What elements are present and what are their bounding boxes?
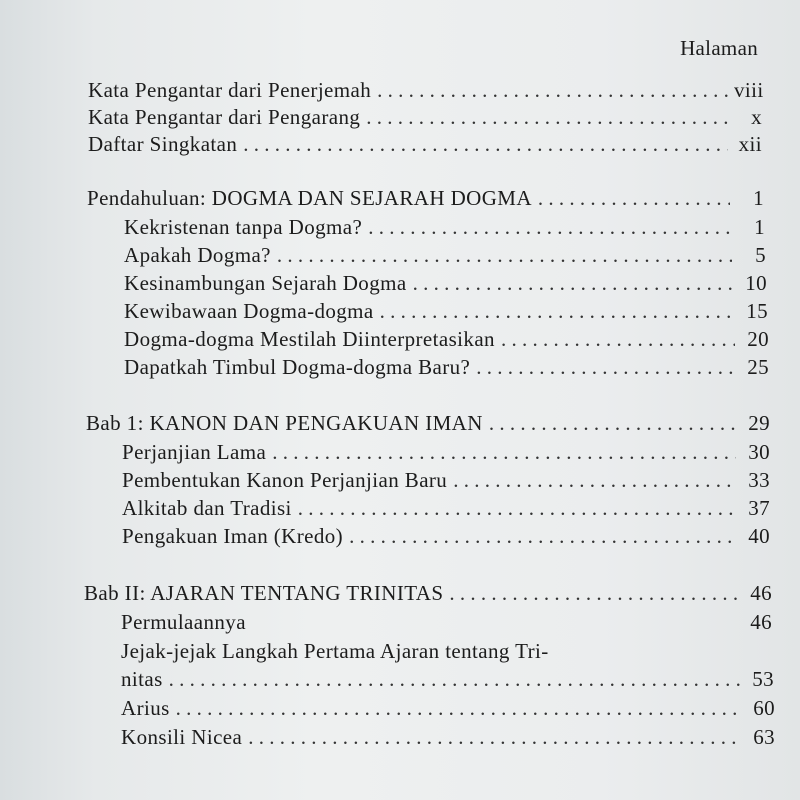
toc-entry-page: 30 (748, 440, 770, 464)
leader-dots (489, 410, 736, 436)
toc-entry (124, 354, 769, 380)
toc-entry-title: Apakah Dogma? (124, 243, 271, 267)
toc-section-title: Bab II: AJARAN TENTANG TRINITAS (84, 581, 444, 605)
toc-entry (88, 104, 762, 130)
toc-entry-title-line2: nitas (121, 667, 163, 691)
toc-section-page: 29 (748, 411, 770, 435)
toc-entry (88, 131, 762, 157)
toc-entry-page: 60 (753, 696, 775, 720)
toc-entry-page: 25 (747, 355, 769, 379)
toc-entry-page: 20 (747, 327, 769, 351)
toc-entry-page: 10 (745, 271, 767, 295)
toc-section-page: 46 (750, 581, 772, 605)
toc-entry (124, 242, 766, 268)
leader-dots (176, 695, 741, 721)
leader-dots (453, 467, 736, 493)
toc-entry-page: 53 (752, 667, 774, 691)
leader-dots (501, 326, 735, 352)
toc-section-title: Bab 1: KANON DAN PENGAKUAN IMAN (86, 411, 483, 435)
toc-entry (121, 695, 775, 721)
leader-dots (243, 131, 728, 157)
toc-entry-page: xii (738, 132, 762, 156)
toc-entry-title: Kesinambungan Sejarah Dogma (124, 271, 407, 295)
toc-entry-title: Kekristenan tanpa Dogma? (124, 215, 363, 239)
toc-entry (124, 214, 765, 240)
leader-dots (538, 185, 730, 211)
toc-entry (122, 495, 770, 521)
toc-entry-title: Konsili Nicea (121, 725, 243, 749)
toc-entry-page: 40 (748, 524, 770, 548)
leader-dots (169, 666, 740, 692)
toc-entry-title: Dogma-dogma Mestilah Diinterpretasikan (124, 327, 495, 351)
toc-entry-title: Perjanjian Lama (122, 440, 267, 464)
leader-dots (349, 523, 736, 549)
leader-dots (380, 298, 734, 324)
toc-entry-page: 46 (750, 610, 772, 634)
toc-entry-page: viii (734, 78, 764, 102)
toc-section-title: Pendahuluan: DOGMA DAN SEJARAH DOGMA (87, 186, 532, 210)
toc-entry-page: 5 (755, 243, 766, 267)
leader-dots (298, 495, 736, 521)
leader-dots (368, 214, 731, 240)
toc-entry (121, 724, 775, 750)
toc-entry-title: Daftar Singkatan (88, 132, 238, 156)
toc-entry (124, 326, 769, 352)
toc-entry (122, 467, 770, 493)
toc-section-heading (87, 185, 764, 211)
leader-dots (248, 724, 741, 750)
toc-entry-title: Pengakuan Iman (Kredo) (122, 524, 344, 548)
toc-entry (121, 666, 774, 692)
leader-dots (366, 104, 728, 130)
toc-entry-title: Dapatkah Timbul Dogma-dogma Baru? (124, 355, 471, 379)
toc-entry-title: Kata Pengantar dari Pengarang (88, 105, 361, 129)
leader-dots (272, 439, 736, 465)
toc-entry (88, 77, 762, 103)
toc-entry-page: 33 (748, 468, 770, 492)
toc-entry (121, 609, 772, 635)
toc-entry-title: Pembentukan Kanon Perjanjian Baru (122, 468, 448, 492)
toc-entry-title: Kewibawaan Dogma-dogma (124, 299, 374, 323)
toc-entry-title: Permulaannya (121, 610, 246, 634)
toc-entry-title: Kata Pengantar dari Penerjemah (88, 78, 372, 102)
leader-dots (476, 354, 735, 380)
toc-entry-title: Alkitab dan Tradisi (122, 496, 292, 520)
toc-entry-page: 63 (753, 725, 775, 749)
toc-entry-page: x (751, 105, 762, 129)
leader-dots (413, 270, 733, 296)
page-column-header: Halaman (680, 36, 758, 60)
toc-entry-title: Arius (121, 696, 170, 720)
toc-section-page: 1 (753, 186, 764, 210)
toc-entry (124, 298, 768, 324)
leader-dots (277, 242, 732, 268)
toc-section-heading (86, 410, 770, 436)
toc-entry-page: 15 (746, 299, 768, 323)
toc-entry-page: 37 (748, 496, 770, 520)
toc-entry (124, 270, 767, 296)
toc-section-heading (84, 580, 772, 606)
leader-dots (449, 580, 738, 606)
toc-entry-page: 1 (754, 215, 765, 239)
toc-entry (122, 439, 770, 465)
leader-dots (377, 77, 728, 103)
toc-entry (122, 523, 770, 549)
toc-entry-title-line1: Jejak-jejak Langkah Pertama Ajaran tentang Tri- (121, 639, 549, 663)
